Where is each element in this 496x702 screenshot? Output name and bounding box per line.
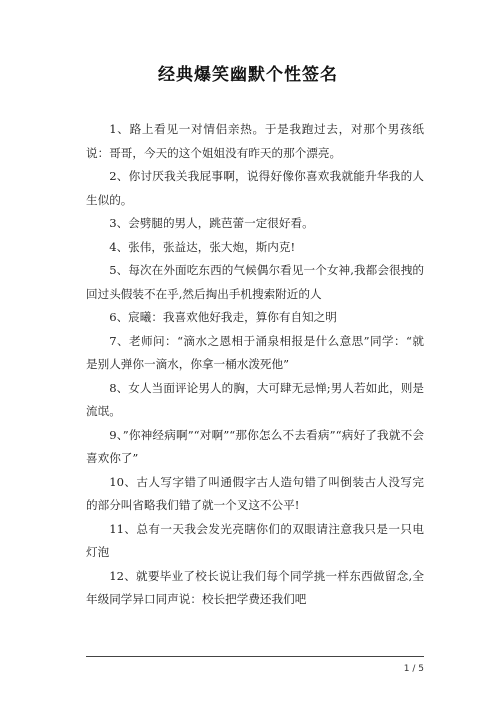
paragraph-1: 1、路上看见一对情侣亲热。于是我跑过去，对那个男孩纸说：哥哥，今天的这个姐姐没有昨天的那个漂亮。 [86, 122, 424, 160]
paragraph-5: 5、每次在外面吃东西的气候偶尔看见一个女神,我都会很拽的回过头假装不在乎,然后掏出手机搜索附近的人 [86, 263, 424, 301]
paragraph-8: 8、女人当面评论男人的胸，大可肆无忌惮;男人若如此，则是流氓。 [86, 380, 424, 418]
paragraph-12: 12、就要毕业了校长说让我们每个同学挑一样东西做留念,全年级同学异口同声说：校长把学费还我们吧 [86, 568, 424, 606]
paragraph-11: 11、总有一天我会发光亮瞎你们的双眼请注意我只是一只电灯泡 [86, 521, 424, 559]
paragraph-9: 9、”你神经病啊”“对啊”“那你怎么不去看病”“病好了我就不会喜欢你了” [86, 427, 424, 465]
paragraph-2: 2、你讨厌我关我屁事啊，说得好像你喜欢我就能升华我的人生似的。 [86, 169, 424, 207]
paragraph-3: 3、会劈腿的男人，跳芭蕾一定很好看。 [109, 216, 314, 230]
document-body [86, 118, 424, 612]
document-title: 经典爆笑幽默个性签名 [158, 65, 338, 85]
paragraph-6: 6、宸曦：我喜欢他好我走，算你有自知之明 [109, 310, 337, 324]
paragraph-7: 7、老师问：“滴水之恩相于涌泉相报是什么意思”同学：“就是别人弹你一滴水，你拿一桶水泼死他” [86, 333, 424, 371]
page-number: 1 / 5 [403, 664, 424, 674]
paragraph-4: 4、张伟，张益达，张大炮，斯内克! [109, 239, 296, 254]
footer-divider [86, 656, 424, 657]
paragraph-10: 10、古人写字错了叫通假字古人造句错了叫倒装古人没写完的部分叫省略我们错了就一个叉这不公平! [86, 474, 424, 512]
